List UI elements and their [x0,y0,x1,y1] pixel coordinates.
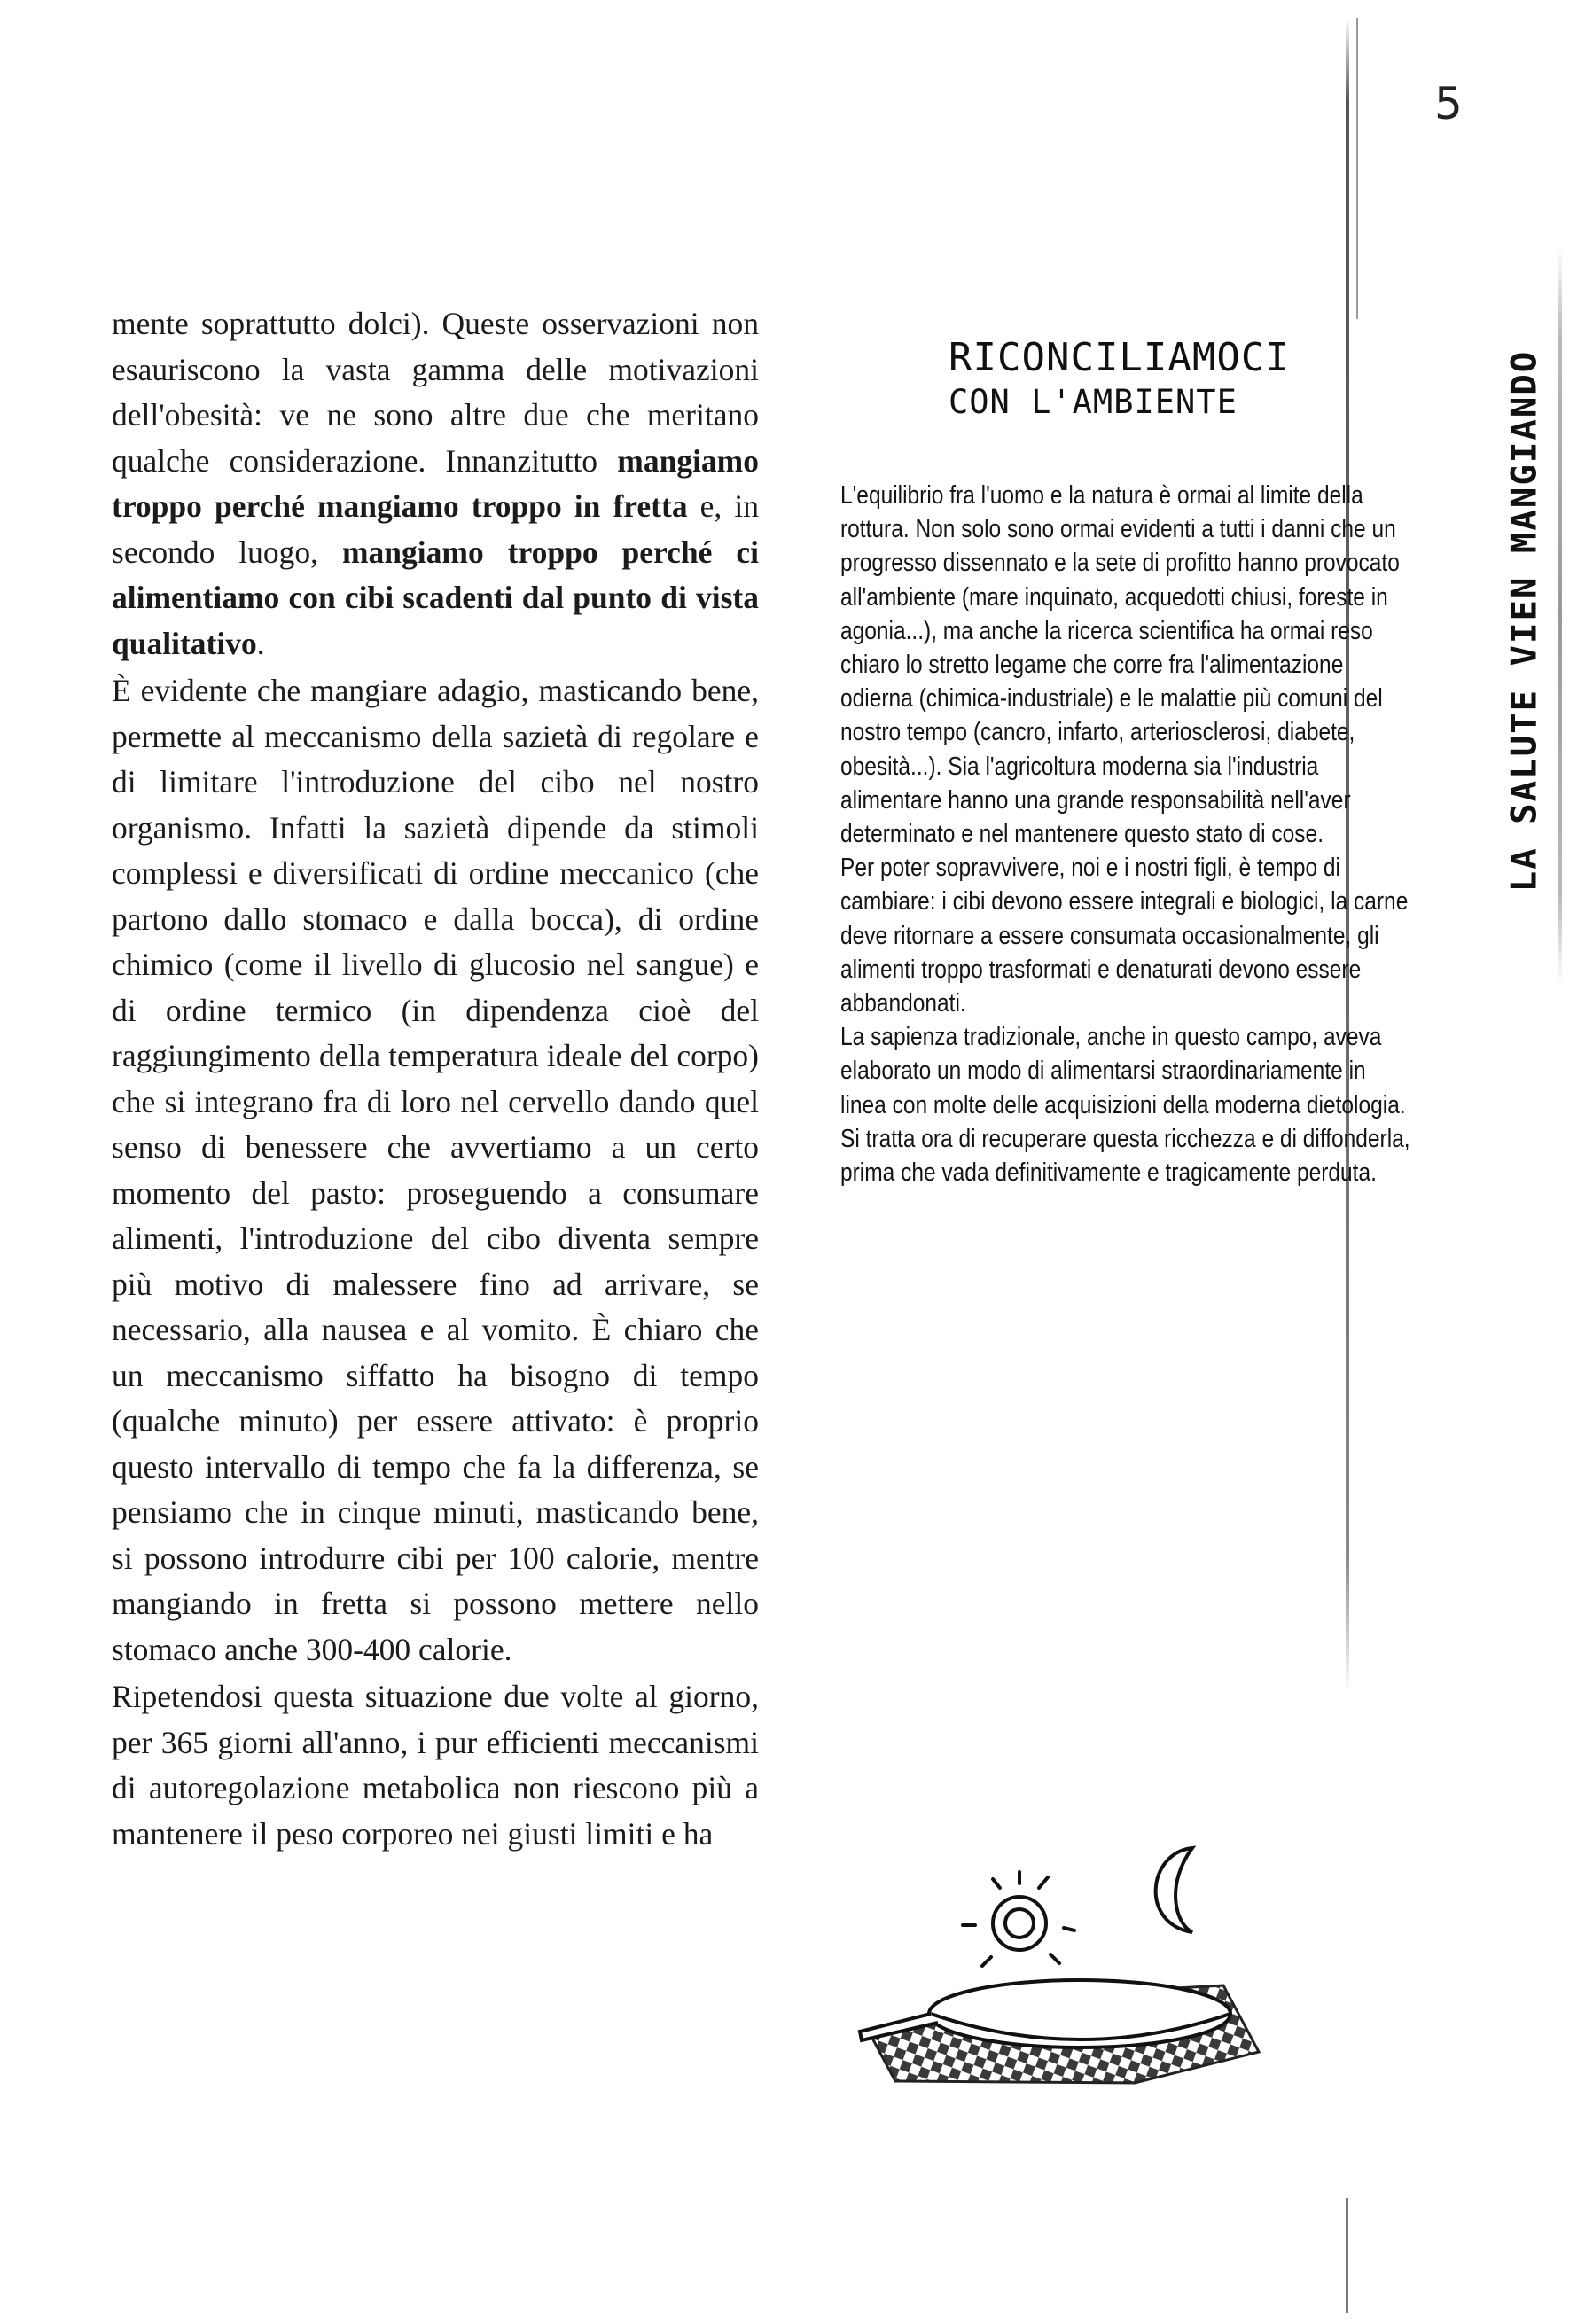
sidebar-paragraph-3: La sapienza tradizionale, anche in questo campo, aveva elaborato un modo di alimentarsi straordinariamente in linea con molte delle acquisizioni della moderna dietologia. [840,1023,1406,1119]
paragraph-1-text-c: . [256,625,265,661]
main-text-column [112,301,759,1857]
pan-sun-moon-illustration [842,1799,1285,2092]
sidebar-subtitle: CON L'AMBIENTE [949,383,1238,421]
sidebar-title: RICONCILIAMOCI [949,335,1290,380]
gutter-shadow-secondary [1356,18,1358,319]
running-header-text: LA SALUTE VIEN MANGIANDO [1504,349,1545,892]
sidebar-text [840,479,1417,1189]
paragraph-1-bold-b: mangiamo troppo perché ci alimentiamo con cibi scadenti dal punto di vista qualitativo [112,534,759,661]
paragraph-3: Ripetendosi questa situazione due volte al giorno, per 365 giorni all'anno, i pur efficienti meccanismi di autoregolazione metabolica non riescono più a mantenere il peso corporeo nei giusti limiti e ha [112,1679,759,1852]
paragraph-1-text-a: mente soprattutto dolci). Queste osservazioni non esauriscono la vasta gamma delle motivazioni dell'obesità: ve ne sono altre due che meritano qualche considerazione. Innanzitutto [112,306,759,479]
paragraph-1-text-b: e, in secondo luogo, [112,488,759,570]
sidebar-paragraph-1: L'equilibrio fra l'uomo e la natura è ormai al limite della rottura. Non solo sono ormai evidenti a tutti i danni che un progresso dissennato e la sete di profitto hanno provocato all'ambiente (mare inquinato, acquedotti chiusi, foreste in agonia...), ma anche la ricerca scientifica ha ormai reso chiaro lo stretto legame che corre fra l'alimentazione odierna (chimica-industriale) e le malattie più comuni del nostro tempo (cancro, infarto, arteriosclerosi, diabete, obesità...). Sia l'agricoltura moderna sia l'industria alimentare hanno una grande responsabilità nell'aver determinato e nel mantenere questo stato di cose. [840,481,1400,849]
moon-icon [1156,1848,1192,1932]
gutter-shadow-bottom [1346,2198,1348,2313]
sidebar-paragraph-2: Per poter sopravvivere, noi e i nostri figli, è tempo di cambiare: i cibi devono essere integrali e biologici, la carne deve ritornare a essere consumata occasionalmente, gli alimenti troppo trasformati e denaturati devono essere abbandonati. [840,854,1409,1018]
paragraph-1 [112,301,759,667]
sun-icon [963,1872,1074,1966]
running-header [1494,324,1556,917]
page-number: 5 [1434,78,1463,129]
paragraph-2: È evidente che mangiare adagio, masticando bene, permette al meccanismo della sazietà di regolare e di limitare l'introduzione del cibo nel nostro organismo. Infatti la sazietà dipende da stimoli complessi e diversificati di ordine meccanico (che partono dallo stomaco e dalla bocca), di ordine chimico (come il livello di glucosio nel sangue) e di ordine termico (in dipendenza cioè del raggiungimento della temperatura ideale del corpo) che si integrano fra di loro nel cervello dando quel senso di benessere che avvertiamo a un certo momento del pasto: proseguendo a consumare alimenti, l'introduzione del cibo diventa sempre più motivo di malessere fino ad arrivare, se necessario, alla nausea e al vomito. È chiaro che un meccanismo siffatto ha bisogno di tempo (qualche minuto) per essere attivato: è proprio questo intervallo di tempo che fa la differenza, se pensiamo che in cinque minuti, masticando bene, si possono introdurre cibi per 100 calorie, mentre mangiando in fretta si possono mettere nello stomaco anche 300-400 calorie. [112,673,759,1667]
sidebar-paragraph-4: Si tratta ora di recuperare questa ricchezza e di diffonderla, prima che vada definitivamente e tragicamente perduta. [840,1124,1410,1188]
paragraph-1-bold-a: mangiamo troppo perché mangiamo troppo in fretta [112,442,759,524]
running-header-rule [1558,248,1562,984]
